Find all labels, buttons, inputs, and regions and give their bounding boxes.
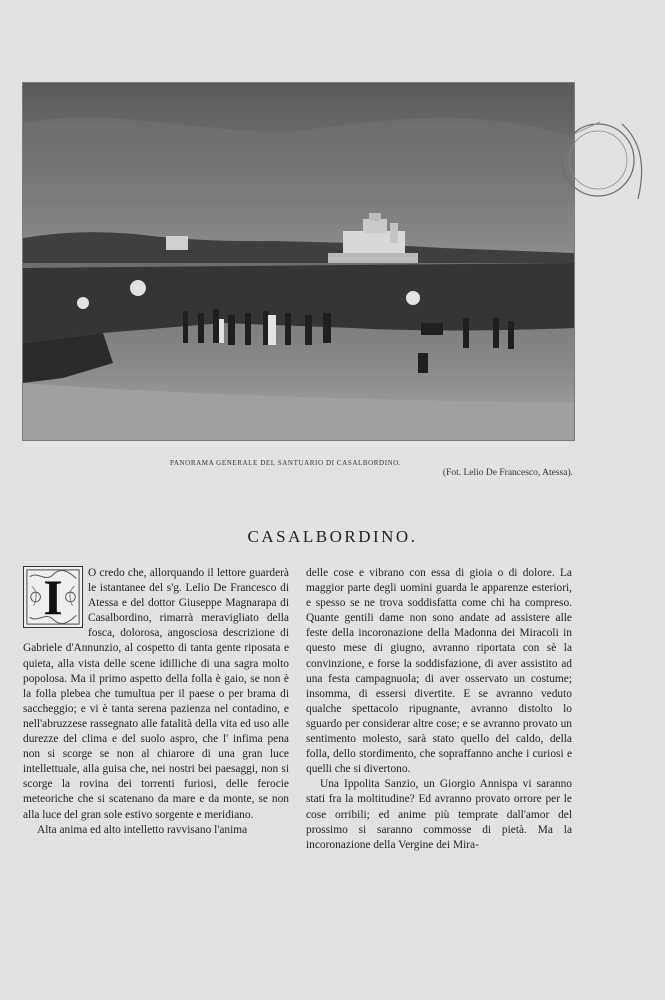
paragraph: Una Ippolita Sanzio, un Giorgio Annispa vi saranno stati fra la moltitudine? Ed avranno provato orrore per le cose orribili; ed anime più temprate dall'amor del prossimo si saranno commosse di pietà. Ma la incoronazione della Vergine dei Mira- [306,778,572,851]
article-title: CASALBORDINO. [247,527,418,546]
photo-credit: (Fot. Lelio De Francesco, Atessa). [442,468,573,478]
photo-illustration [23,83,574,440]
article-column-left [23,566,289,838]
photo-caption: PANORAMA GENERALE DEL SANTUARIO DI CASALBORDINO. [170,459,402,467]
article-column-right [306,566,572,853]
paragraph: Alta anima ed alto intelletto ravvisano l'anima [37,823,248,836]
paragraph: O credo che, allorquando il lettore guarderà le istantanee del s'g. Lelio De Francesco di Atessa e del dottor Giuseppe Magnarapa di Casalbordino, rimarrà meravigliato della fosca, dolorosa, angosciosa descrizione di Gabriele d'Annunzio, al cospetto di tanta gente riposata e quieta, alla vista delle scene idilliche di una sagra molto popolosa. Ma il primo aspetto della folla è gaio, se non è la folla plebea che tumultua per il paese o per brama di saccheggio; e vi è tanta serena pazienza nel contadino, e nell'abruzzese rassegnato alle fatalità della vita ed uso alle durezze del clima e del suolo aspro, che l' infima pena non si scorge se non al chiarore di una gran luce intellettuale, alla guisa che, nei nostri bei paesaggi, non si scorge la rovina dei torrenti furiosi, delle ferocie meteoriche che si scatenano da mare e da monte, se non alla luce del gran sole estivo sorgente e meridiano. [23,567,289,821]
decorated-initial [23,566,83,628]
sanctuary-photograph [22,82,575,441]
paragraph: delle cose e vibrano con essa di gioia o di dolore. La maggior parte degli uomini guarda le apparenze esteriori, e spesso se ne trova soddisfatta come chi ha compreso. Quante gentili dame non sono andate ad assistere alle feste della incoronazione della Madonna dei Miracoli in questo mese di giugno, avranno riportata con sè la convinzione, e forse la soddisfazione, di aver assistito ad una festa campagnuola; di aver osservato un costume; insomma, di essersi divertite. E se avranno veduto qualche spettacolo ripugnante, avranno distolto lo sguardo per considerar altre cose; e se avranno provato un sentimento molesto, sarà stato quello del caldo, della folla, dello stordimento, che sopraffanno anche i curiosi e quelli che si divertono. [306,567,572,776]
dropcap-letter: I [43,569,63,625]
library-stamp [560,104,660,214]
